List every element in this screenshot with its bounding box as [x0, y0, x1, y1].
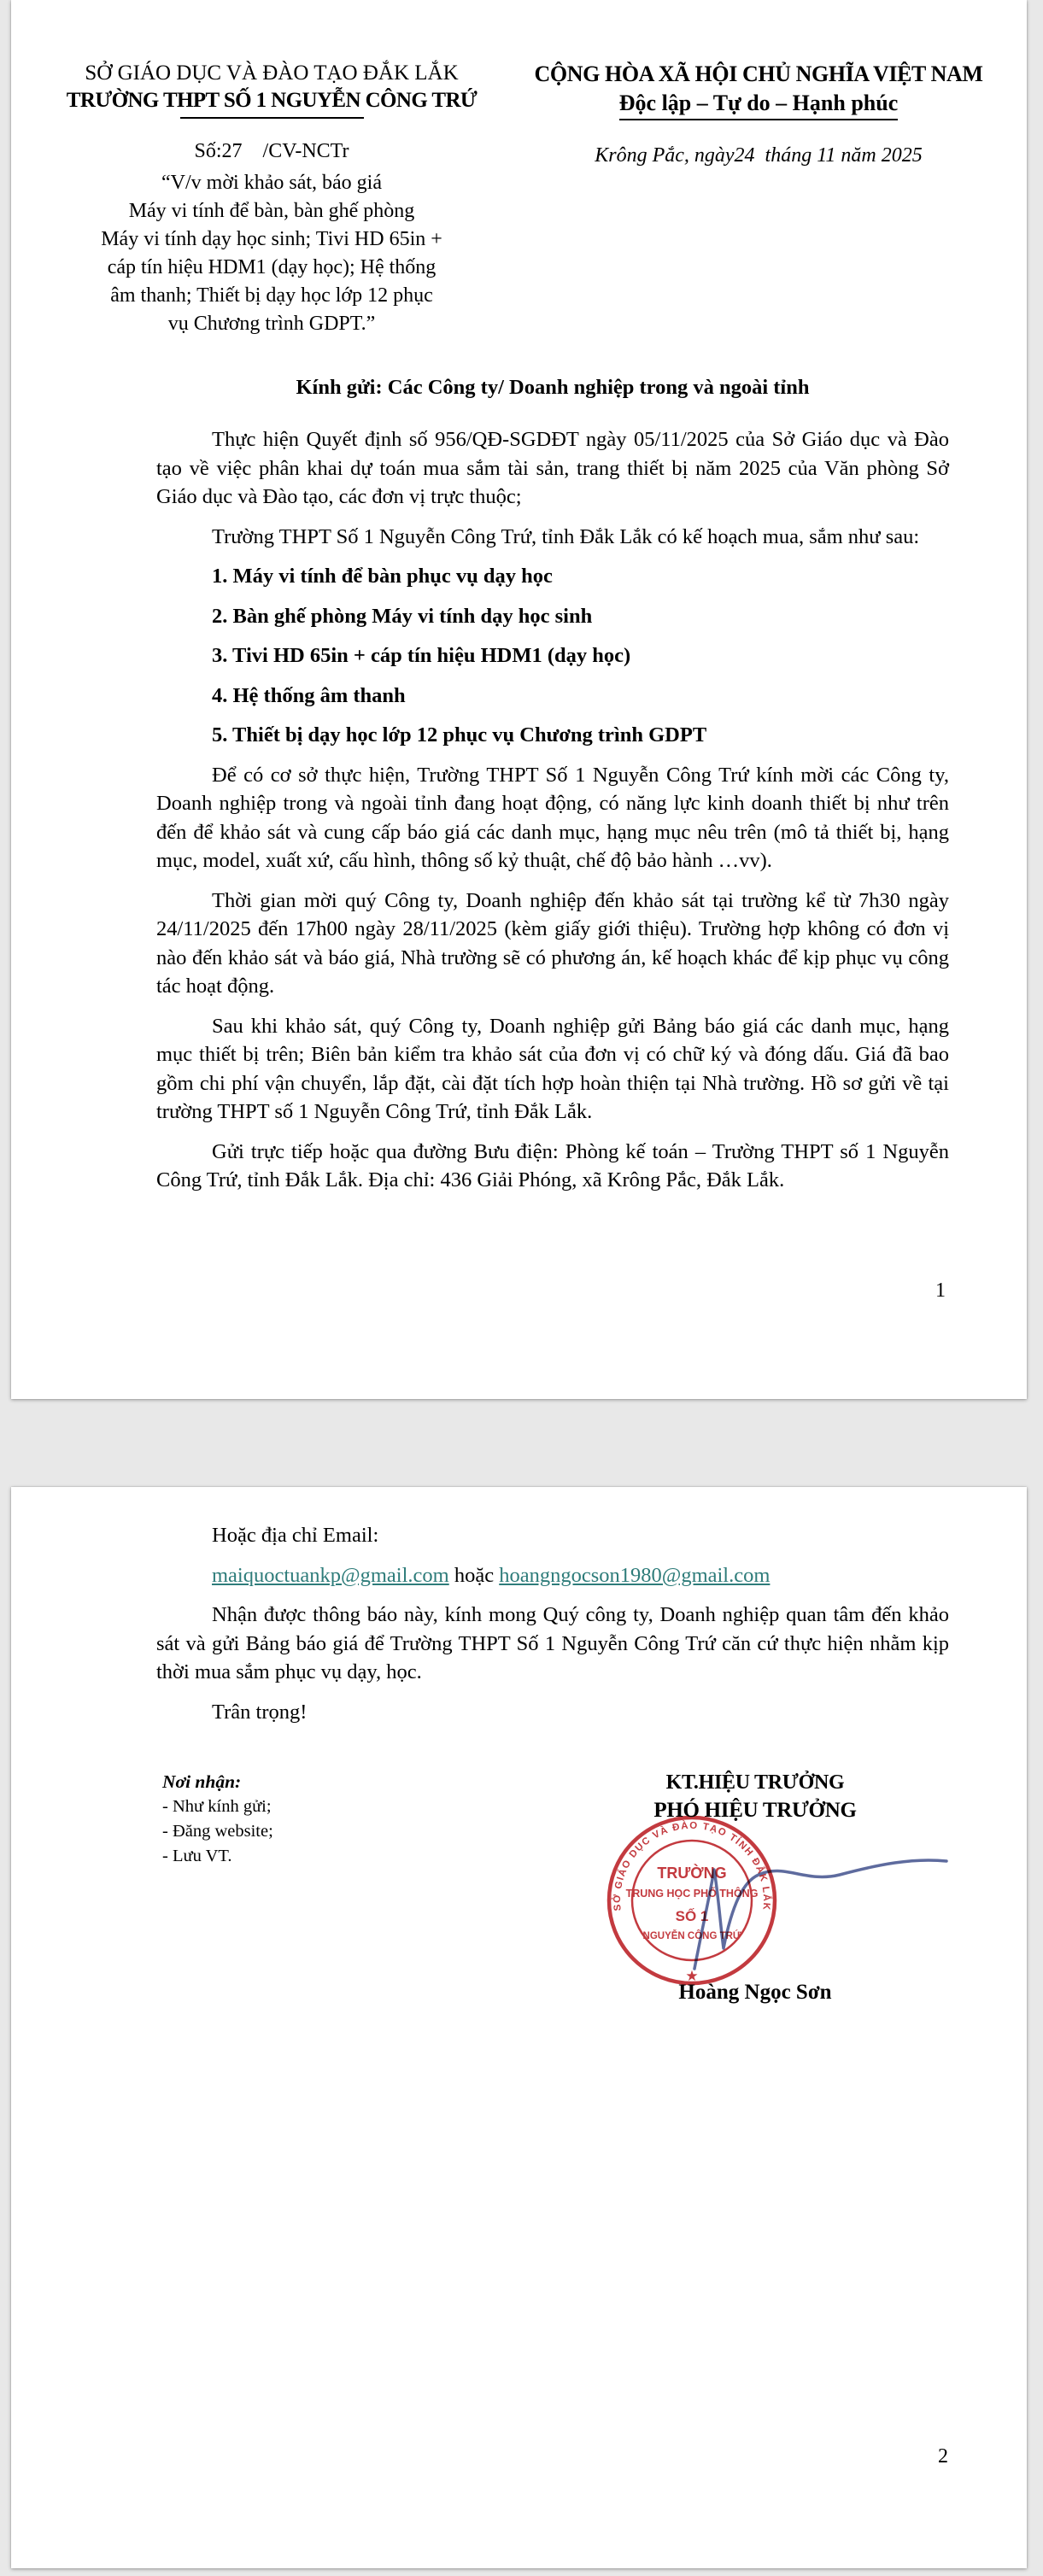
school-name: TRƯỜNG THPT SỐ 1 NGUYỄN CÔNG TRỨ — [66, 89, 478, 112]
page-number-2: 2 — [938, 2445, 948, 2468]
recipient-item: - Lưu VT. — [162, 1847, 232, 1865]
paragraph: Thực hiện Quyết định số 956/QĐ-SGDĐT ngày 05/11/2025 của Sở Giáo dục và Đào tạo về việc phân khai dự toán mua sắm tài sản, trang thiết bị năm 2025 của Văn phòng Sở Giáo dục và Đào tạo, các đơn vị trực thuộc; — [156, 428, 949, 508]
list-item: 5. Thiết bị dạy học lớp 12 phục vụ Chương trình GDPT — [212, 723, 707, 746]
list-item: 1. Máy vi tính để bàn phục vụ dạy học — [212, 565, 553, 588]
national-motto-line2-wrap — [519, 91, 998, 120]
list-item: 2. Bàn ghế phòng Máy vi tính dạy học sinh — [212, 604, 593, 628]
salutation: Kính gửi: Các Công ty/ Doanh nghiệp trong và ngoài tỉnh — [296, 376, 810, 399]
subject-line: âm thanh; Thiết bị dạy học lớp 12 phục — [110, 284, 433, 307]
signature-stroke — [601, 1824, 959, 1994]
signer-title-2: PHÓ HIỆU TRƯỞNG — [653, 1799, 857, 1822]
header-right — [519, 60, 998, 167]
paragraph: Gửi trực tiếp hoặc qua đường Bưu điện: Phòng kế toán – Trường THPT số 1 Nguyễn Công Trứ, tỉnh Đắk Lắk. Địa chỉ: 436 Giải Phóng, xã Krông Pắc, Đắk Lắk. — [156, 1139, 949, 1191]
email-separator: hoặc — [448, 1563, 500, 1587]
page1-body — [156, 373, 949, 1206]
recipient-item: - Như kính gửi; — [162, 1797, 272, 1816]
procurement-list — [156, 562, 949, 750]
paragraph: Thời gian mời quý Công ty, Doanh nghiệp đến khảo sát tại trường kể từ 7h30 ngày 24/11/2025 đến 17h00 ngày 28/11/2025 (kèm giấy giới thiệu). Trường hợp không có đơn vị nào đến khảo sát và báo giá, Nhà trường sẽ có phương án, kế hoạch khác để kịp phục vụ công tác hoạt động. — [156, 888, 949, 998]
page2-body — [156, 1521, 949, 1737]
subject-line: cáp tín hiệu HDM1 (dạy học); Hệ thống — [107, 256, 437, 278]
paragraph: Trường THPT Số 1 Nguyễn Công Trứ, tỉnh Đắk Lắk có kế hoạch mua, sắm như sau: — [212, 524, 920, 548]
page-1 — [11, 0, 1027, 1399]
page-2 — [11, 1487, 1027, 2568]
list-item: 4. Hệ thống âm thanh — [212, 683, 406, 707]
stamp-line1: TRƯỜNG — [657, 1865, 727, 1882]
regards: Trân trọng! — [212, 1700, 308, 1724]
signer-name: Hoàng Ngọc Sơn — [678, 1981, 832, 2004]
list-item: 3. Tivi HD 65in + cáp tín hiệu HDM1 (dạy học) — [212, 644, 631, 667]
recipients-block — [162, 1769, 273, 1869]
date-line: Krông Pắc, ngày24 tháng 11 năm 2025 — [595, 144, 923, 167]
subject-line: vụ Chương trình GDPT.” — [167, 313, 376, 335]
header-left-rule — [180, 117, 364, 119]
recipients-title: Nơi nhận: — [162, 1771, 242, 1792]
email-link-2[interactable]: hoangngocson1980@gmail.com — [499, 1563, 771, 1587]
paragraph: Sau khi khảo sát, quý Công ty, Doanh nghiệp gửi Bảng báo giá các danh mục, hạng mục thiết bị trên; Biên bản kiểm tra khảo sát của đơn vị có chữ ký và đóng dấu. Giá đã bao gồm chi phí vận chuyển, lắp đặt, cài đặt tích hợp hoàn thiện tại Nhà trường. Hồ sơ gửi về tại trường THPT số 1 Nguyễn Công Trứ, tỉnh Đắk Lắk. — [156, 1014, 949, 1123]
paragraph: Để có cơ sở thực hiện, Trường THPT Số 1 Nguyễn Công Trứ kính mời các Công ty, Doanh nghiệp trong và ngoài tỉnh đang hoạt động, có năng lực kinh doanh thiết bị như trên đến để khảo sát và cung cấp báo giá các danh mục, hạng mục nêu trên (mô tả thiết bị, hạng mục, model, xuất xứ, cấu hình, thông số kỷ thuật, chế độ bảo hành …vv). — [156, 763, 949, 872]
subject-line: “V/v mời khảo sát, báo giá — [161, 172, 382, 194]
email-link-1[interactable]: maiquoctuankp@gmail.com — [212, 1563, 449, 1587]
email-line — [156, 1561, 949, 1590]
subject-line: Máy vi tính dạy học sinh; Tivi HD 65in + — [101, 228, 442, 250]
document-subject — [58, 169, 485, 338]
page-number-1: 1 — [935, 1279, 946, 1302]
stamp-line2: TRUNG HỌC PHỔ THÔNG — [625, 1888, 759, 1900]
email-intro: Hoặc địa chỉ Email: — [212, 1524, 379, 1547]
stamp-line3: SỐ 1 — [675, 1908, 709, 1924]
national-motto-line1: CỘNG HÒA XÃ HỘI CHỦ NGHĨA VIỆT NAM — [534, 61, 983, 86]
document-number: Số:27 /CV-NCTr — [194, 140, 349, 162]
stamp-ring-text: SỞ GIÁO DỤC VÀ ĐÀO TẠO TỈNH ĐẮK LẮK — [612, 1820, 772, 1912]
issuing-department: SỞ GIÁO DỤC VÀ ĐÀO TẠO ĐẮK LẮK — [85, 61, 459, 85]
signer-title-1: KT.HIỆU TRƯỞNG — [665, 1771, 845, 1794]
subject-line: Máy vi tính để bàn, bàn ghế phòng — [128, 200, 415, 222]
stamp-line4: NGUYỄN CÔNG TRỨ — [642, 1931, 741, 1941]
header-left — [58, 60, 485, 338]
national-motto-line2: Độc lập – Tự do – Hạnh phúc — [619, 91, 899, 120]
closing-paragraph: Nhận được thông báo này, kính mong Quý công ty, Doanh nghiệp quan tâm đến khảo sát và gửi Bảng báo giá để Trường THPT Số 1 Nguyễn Công Trứ căn cứ thực hiện nhằm kịp thời mua sắm phục vụ dạy, học. — [156, 1603, 949, 1683]
stamp-star-icon: ★ — [685, 1968, 699, 1984]
recipient-item: - Đăng website; — [162, 1822, 273, 1841]
